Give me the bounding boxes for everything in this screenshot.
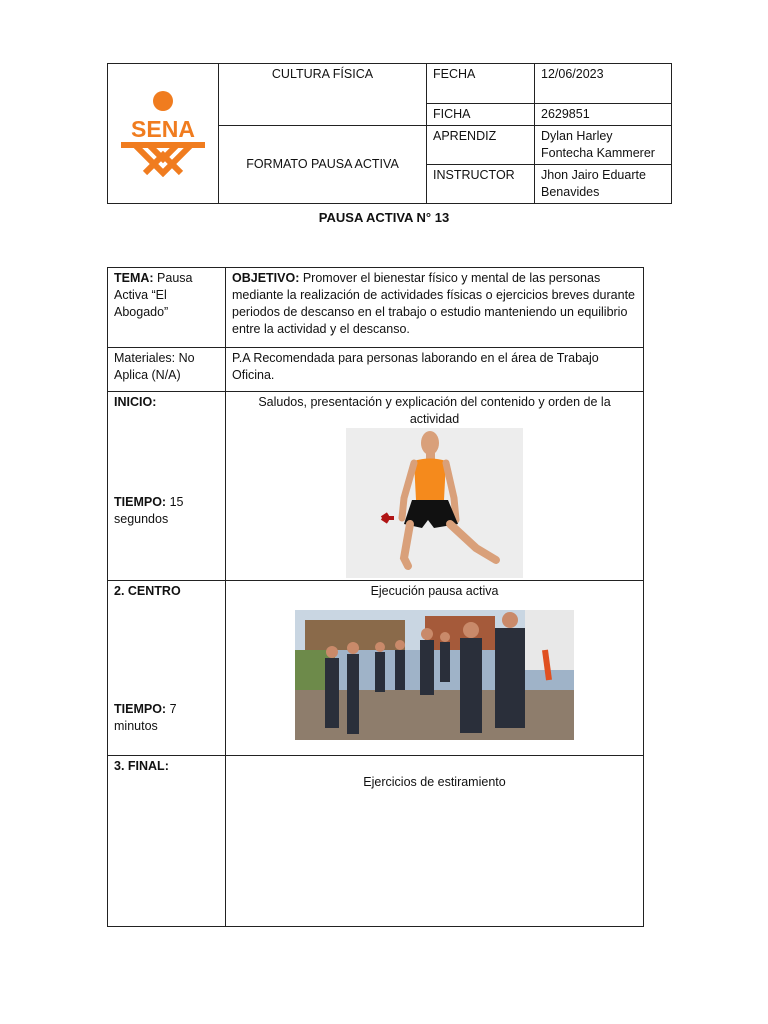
- tema-value: Pausa Activa “El Abogado”: [114, 271, 193, 319]
- inicio-tiempo-value: 15 segundos: [114, 495, 184, 526]
- group-exercise-photo: [295, 610, 574, 740]
- inicio-label: INICIO:: [114, 395, 157, 409]
- ficha-value: 2629851: [535, 104, 672, 126]
- centro-tiempo: [114, 701, 209, 735]
- materiales: Materiales: No Aplica (N/A): [108, 348, 226, 392]
- cultura-fisica: CULTURA FÍSICA: [219, 64, 427, 126]
- centro-text: Ejecución pausa activa: [370, 584, 499, 598]
- inicio-content: [226, 392, 644, 581]
- final-label: 3. FINAL:: [108, 756, 226, 927]
- instructor-label: INSTRUCTOR: [427, 165, 535, 204]
- centro-cell: [108, 581, 226, 756]
- centro-content: [226, 581, 644, 756]
- logo-cell: [108, 64, 219, 204]
- objetivo-value: Promover el bienestar físico y mental de las personas mediante la realización de actividades físicas o ejercicios breves durante periodos de descanso en el trabajo o estudio manteniendo un equilibrio entre la actividad y el descanso.: [232, 271, 635, 336]
- recomendacion: P.A Recomendada para personas laborando en el área de Trabajo Oficina.: [226, 348, 644, 392]
- inicio-tiempo: [114, 494, 209, 528]
- sena-logo: [115, 85, 211, 177]
- aprendiz-value: Dylan Harley Fontecha Kammerer: [535, 126, 672, 165]
- inicio-tiempo-label: TIEMPO:: [114, 495, 167, 509]
- objetivo-cell: [226, 268, 644, 348]
- header-table: [107, 63, 672, 204]
- stretch-figure-image: [346, 428, 523, 578]
- page-title: PAUSA ACTIVA N° 13: [318, 210, 450, 225]
- final-content: [226, 756, 644, 927]
- formato-pausa-activa: FORMATO PAUSA ACTIVA: [219, 126, 427, 204]
- main-table: [107, 267, 644, 927]
- final-text: Ejercicios de estiramiento: [363, 775, 506, 789]
- centro-tiempo-label: TIEMPO:: [114, 702, 167, 716]
- instructor-value: Jhon Jairo Eduarte Benavides: [535, 165, 672, 204]
- aprendiz-label: APRENDIZ: [427, 126, 535, 165]
- centro-tiempo-value: 7 minutos: [114, 702, 177, 733]
- tema-label: TEMA:: [114, 271, 154, 285]
- inicio-cell: [108, 392, 226, 581]
- logo-text: SENA: [131, 116, 195, 142]
- fecha-value: 12/06/2023: [535, 64, 672, 104]
- inicio-text: Saludos, presentación y explicación del contenido y orden de la actividad: [258, 395, 611, 426]
- fecha-label: FECHA: [427, 64, 535, 104]
- objetivo-label: OBJETIVO:: [232, 271, 300, 285]
- centro-label: 2. CENTRO: [114, 584, 181, 598]
- ficha-label: FICHA: [427, 104, 535, 126]
- tema-cell: [108, 268, 226, 348]
